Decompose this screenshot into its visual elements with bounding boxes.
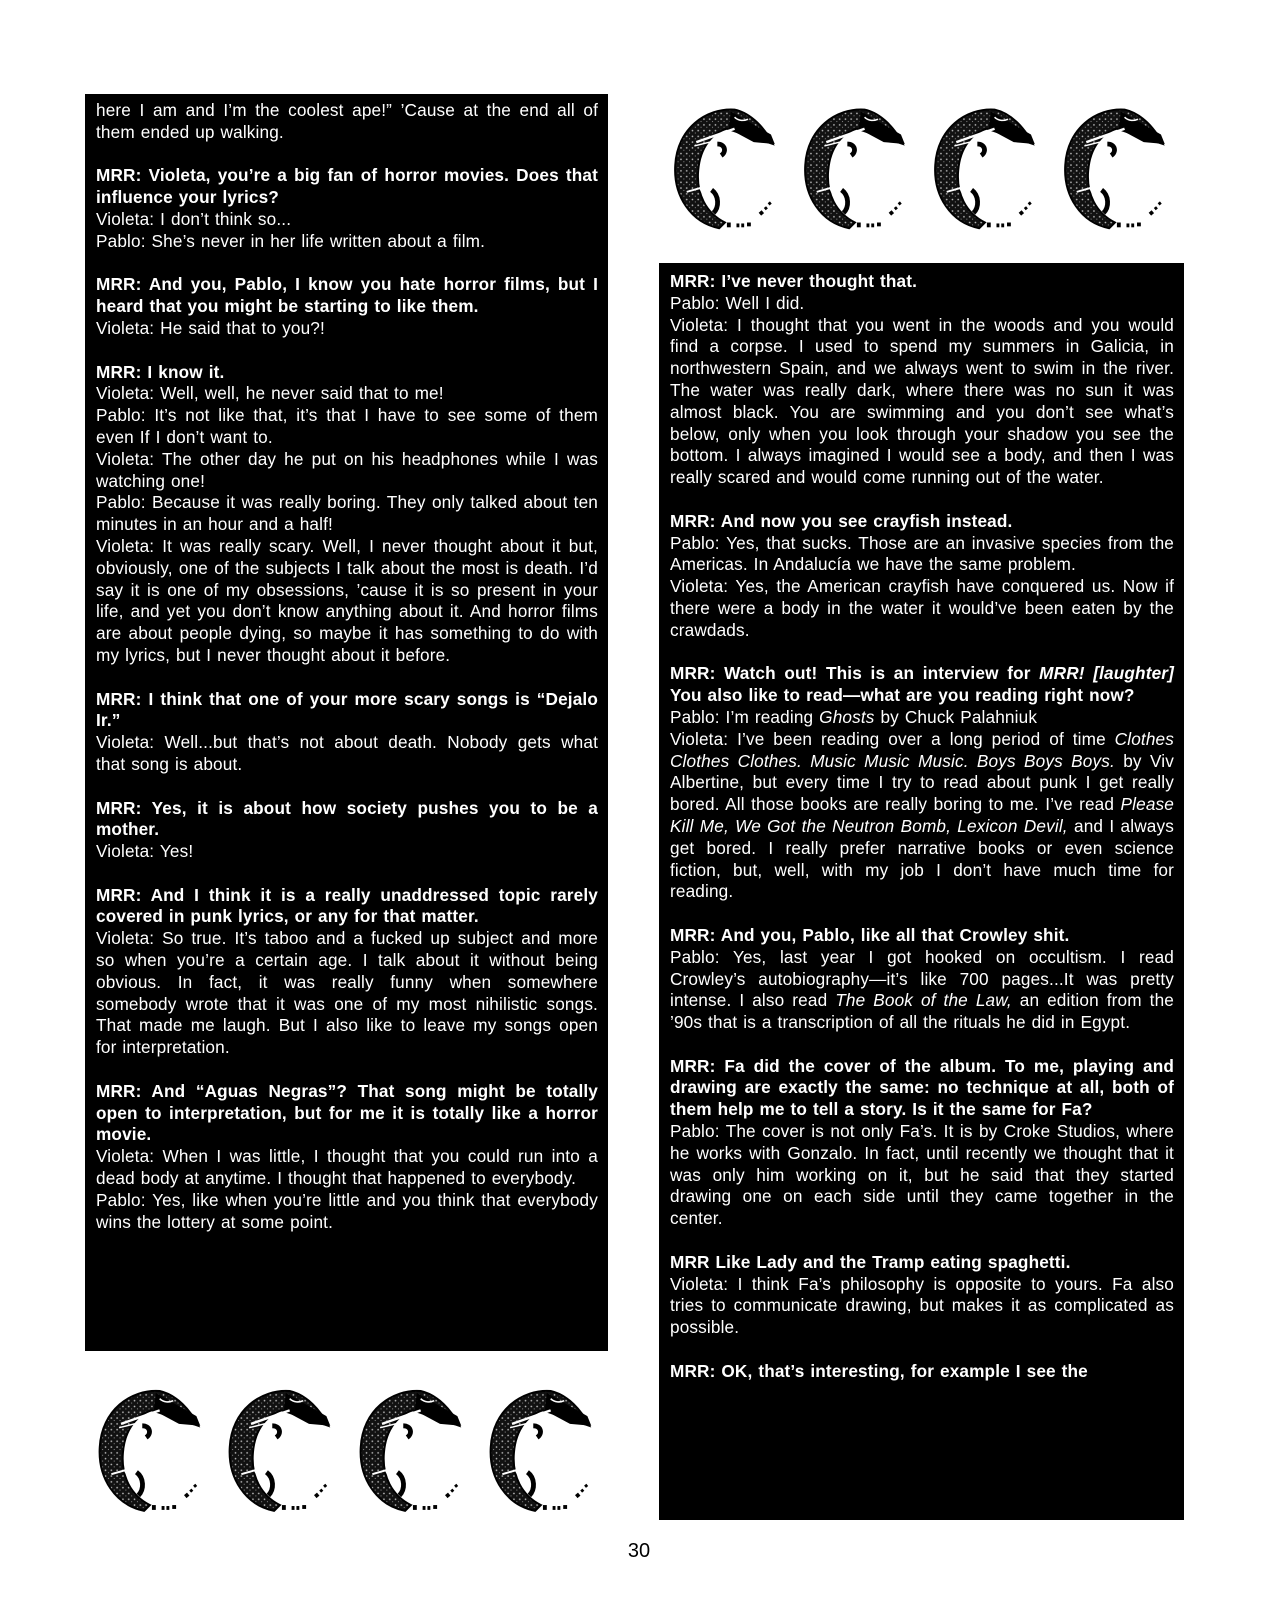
page-number: 30 (627, 1540, 651, 1562)
interview-exchange (670, 1056, 1174, 1230)
text-segment: by Viv Albertine, but every time I try to read about punk I get really bored. All those books are really boring to me. I’ve read (670, 750, 1174, 815)
curled-rat-woodcut-icon (667, 100, 783, 234)
interviewee-answer: Pablo: Yes, that sucks. Those are an invasive species from the Americas. In Andalucía we have the same problem. (670, 532, 1174, 575)
text-segment: by Chuck Palahniuk (874, 706, 1038, 727)
text-segment: and I always get bored. I really prefer narrative books or even science fiction, but, well, with my job I don’t have much time for reading. (670, 815, 1174, 902)
interviewee-answer: Violeta: Yes! (96, 841, 194, 862)
interview-exchange (96, 798, 598, 863)
interview-exchange (96, 885, 598, 1059)
interviewee-answer: Pablo: Yes, like when you’re little and you think that everybody wins the lottery at some point. (96, 1189, 598, 1232)
interviewer-question: MRR: And “Aguas Negras”? That song might be totally open to interpretation, but for me it is totally like a horror movie. (96, 1080, 598, 1145)
interviewer-question: MRR: I’ve never thought that. (670, 271, 918, 291)
italic-title: [laughter] (1093, 663, 1174, 684)
interviewee-answer: Violeta: Well...but that’s not about death. Nobody gets what that song is about. (96, 732, 598, 774)
interviewee-answer: Pablo: Well I did. (670, 292, 805, 313)
interview-exchange (96, 362, 598, 667)
italic-title: The Book of the Law, (835, 990, 1012, 1011)
interview-exchange (96, 1081, 598, 1234)
interview-exchange (670, 1252, 1174, 1339)
curled-rat-woodcut-icon (1057, 100, 1173, 234)
italic-title: Please Kill Me, We Got the Neutron Bomb, Lexicon Devil, (670, 794, 1174, 836)
curled-rat-woodcut-icon (797, 100, 913, 234)
interviewee-answer: Violeta: I thought that you went in the woods and you would find a corpse. I used to spend my summers in Galicia, in northwestern Spain, and we always went to swim in the river. The water was really dark, where there was no sun it was almost black. You are swimming and you don’t see what’s below, only when you look through your shadow you see the bottom. I always imagined I would see a body, and then I was really scared and would come running out of the water. (670, 314, 1174, 488)
interviewee-answer: Violeta: Yes, the American crayfish have conquered us. Now if there were a body in the water it would’ve been eaten by the crawdads. (670, 576, 1174, 640)
interviewee-answer: Pablo: She’s never in her life written about a film. (96, 230, 486, 251)
interview-exchange (96, 274, 598, 339)
interviewee-answer: Violeta: It was really scary. Well, I never thought about it but, obviously, one of the subjects I talk about the most is death. I’d say it is one of my obsessions, ’cause it is so present in your life, and yet you don’t know anything about it. And horror films are about people dying, so maybe it has something to do with my lyrics, but I never thought about it before. (96, 535, 598, 665)
text-segment: You also like to read—what are you reading right now? (670, 685, 1135, 706)
curled-rat-woodcut-icon (222, 1380, 338, 1518)
interviewer-question: MRR: OK, that’s interesting, for example I see the (670, 1360, 1088, 1381)
italic-title: MRR! (1039, 663, 1085, 684)
interview-exchange (670, 271, 1174, 489)
decoration-row-bottom (92, 1380, 599, 1518)
interviewee-answer: Violeta: When I was little, I thought that you could run into a dead body at anytime. I thought that happened to everybody. (96, 1146, 598, 1189)
interviewee-answer: Pablo: Because it was really boring. They only talked about ten minutes in an hour and a half! (96, 492, 598, 535)
curled-rat-woodcut-icon (92, 1380, 208, 1518)
interview-exchange (96, 165, 598, 252)
interview-exchange (96, 689, 598, 776)
interviewee-answer: Violeta: So true. It’s taboo and a fucked up subject and more so when you’re a certain age. I talk about it without being obvious. In fact, it was really funny when somewhere somebody wrote that it was one of my most nihilistic songs. That made me laugh. But I also like to leave my songs open for interpretation. (96, 928, 598, 1058)
interviewee-answer (670, 947, 1174, 1034)
interview-exchange (670, 663, 1174, 903)
curled-rat-woodcut-icon (483, 1380, 599, 1518)
interviewee-answer: Pablo: It’s not like that, it’s that I have to see some of them even If I don’t want to. (96, 405, 598, 447)
decoration-row-top (667, 100, 1173, 234)
italic-title: Clothes Clothes Clothes. Music Music Music. Boys Boys Boys. (670, 728, 1174, 771)
left-interview-column (85, 94, 608, 1351)
interviewee-answer (670, 707, 1174, 729)
interviewee-answer: Violeta: The other day he put on his headphones while I was watching one! (96, 448, 598, 491)
interviewer-question: MRR: And you, Pablo, I know you hate horror films, but I heard that you might be starting to like them. (96, 274, 598, 317)
interviewer-question: MRR: And you, Pablo, like all that Crowley shit. (670, 924, 1070, 945)
interviewer-question: MRR: I know it. (96, 361, 225, 382)
interviewee-answer: Violeta: He said that to you?! (96, 317, 325, 338)
interview-exchange (670, 511, 1174, 642)
interview-exchange (96, 100, 598, 144)
text-segment: MRR: Watch out! This is an interview for (670, 663, 1040, 684)
curled-rat-woodcut-icon (927, 100, 1043, 234)
text-segment: Violeta: I’ve been reading over a long period of time (670, 728, 1115, 749)
interviewer-question: MRR: And now you see crayfish instead. (670, 510, 1013, 531)
interviewer-question: MRR: And I think it is a really unaddressed topic rarely covered in punk lyrics, or any for that matter. (96, 884, 598, 927)
text-segment: Pablo: I’m reading (670, 706, 820, 727)
right-interview-column (659, 263, 1184, 1520)
text-segment: Pablo: Yes, last year I got hooked on occultism. I read Crowley’s autobiography—it’s like 700 pages...It was pretty intense. I also read (670, 946, 1174, 1011)
interviewer-question: MRR: Yes, it is about how society pushes you to be a mother. (96, 797, 598, 840)
interviewee-answer: Violeta: I think Fa’s philosophy is opposite to yours. Fa also tries to communicate drawing, but makes it as complicated as possible. (670, 1273, 1174, 1338)
interviewer-question: MRR: Fa did the cover of the album. To me, playing and drawing are exactly the same: no technique at all, both of them help me to tell a story. Is it the same for Fa? (670, 1055, 1174, 1120)
interviewee-answer: Violeta: I don’t think so... (96, 208, 292, 229)
interviewee-answer (670, 729, 1174, 903)
italic-title: Ghosts (819, 706, 875, 727)
interviewer-question: MRR Like Lady and the Tramp eating spaghetti. (670, 1251, 1071, 1272)
interviewer-question: MRR: I think that one of your more scary songs is “Dejalo Ir.” (96, 688, 598, 731)
text-segment (1085, 663, 1094, 683)
interview-exchange (670, 925, 1174, 1034)
interviewee-answer: here I am and I’m the coolest ape!” ’Cause at the end all of them ended up walking. (96, 100, 598, 142)
interviewer-question: MRR: Violeta, you’re a big fan of horror movies. Does that influence your lyrics? (96, 165, 598, 208)
interview-exchange (670, 1361, 1174, 1383)
text-segment: an edition from the ’90s that is a transcription of all the rituals he did in Egypt. (670, 990, 1175, 1033)
curled-rat-woodcut-icon (353, 1380, 469, 1518)
interviewee-answer: Violeta: Well, well, he never said that to me! (96, 383, 444, 404)
interviewer-question (670, 663, 1174, 707)
interviewee-answer: Pablo: The cover is not only Fa’s. It is by Croke Studios, where he works with Gonzalo. In fact, until recently we thought that it was only him working on it, but he said that they started drawing one on each side until they came together in the center. (670, 1121, 1174, 1229)
